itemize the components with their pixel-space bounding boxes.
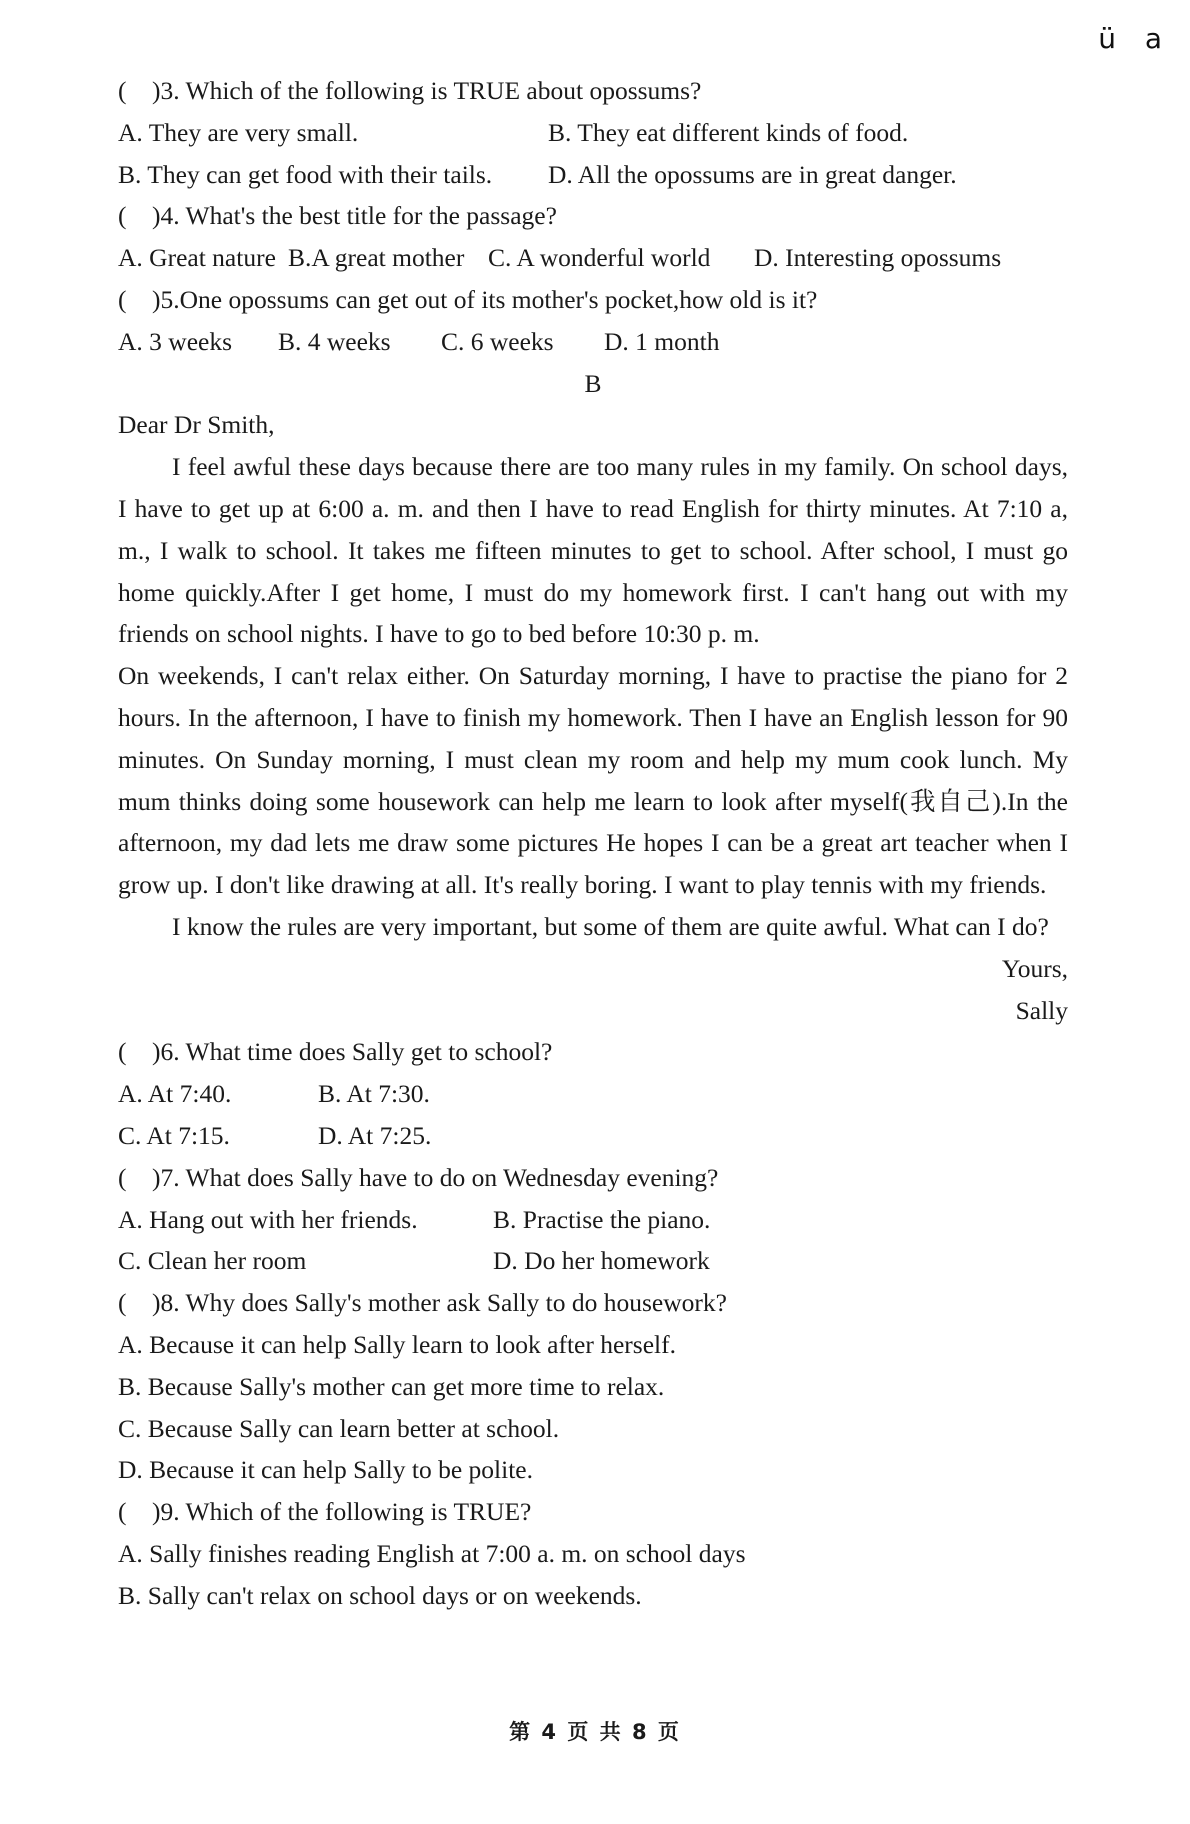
option-9b: B. Sally can't relax on school days or on weekends. — [118, 1580, 642, 1610]
option-7c: C. Clean her room — [118, 1246, 307, 1276]
option-8c: C. Because Sally can learn better at school. — [118, 1413, 560, 1443]
letter-paragraph-3: I know the rules are very important, but some of them are quite awful. What can I do? — [172, 911, 1049, 941]
option-8d: D. Because it can help Sally to be polite. — [118, 1455, 533, 1485]
question-6-options-row2 — [118, 1115, 1068, 1157]
option-3b: B. They eat different kinds of food. — [548, 117, 909, 147]
option-4a: A. Great nature — [118, 243, 276, 273]
option-4d: D. Interesting opossums — [754, 243, 1002, 273]
option-6a: A. At 7:40. — [118, 1079, 232, 1109]
question-6: ( )6. What time does Sally get to school? — [118, 1037, 553, 1067]
question-5: ( )5.One opossums can get out of its mother's pocket,how old is it? — [118, 284, 818, 314]
question-3: ( )3. Which of the following is TRUE about opossums? — [118, 76, 702, 105]
section-b-heading: B — [584, 368, 602, 398]
option-7d: D. Do her homework — [493, 1246, 710, 1276]
option-3c: B. They can get food with their tails. — [118, 159, 493, 189]
question-6-options-row1 — [118, 1073, 1068, 1115]
option-6b: B. At 7:30. — [318, 1079, 430, 1109]
question-3-options-row1 — [118, 112, 1068, 154]
question-7-options-row1 — [118, 1199, 1068, 1241]
letter-signature: Sally — [1015, 995, 1068, 1025]
letter-paragraph-1: I feel awful these days because there are too many rules in my family. On school days, I have to get up at 6:00 a. m. and then I have to read English for thirty minutes. At 7:10 a, m., I walk to school. It takes me fifteen minutes to get to school. After school, I must go home quickly.After I get home, I must do my homework first. I can't hang out with my friends on school nights. I have to go to bed before 10:30 p. m. — [118, 452, 1068, 649]
page-content — [118, 70, 1068, 1616]
question-9: ( )9. Which of the following is TRUE? — [118, 1497, 532, 1527]
option-5c: C. 6 weeks — [441, 326, 554, 356]
question-4-options — [118, 237, 1068, 279]
letter-salutation: Dear Dr Smith, — [118, 410, 275, 440]
option-4b: B.A great mother — [288, 243, 465, 273]
option-3d: D. All the opossums are in great danger. — [548, 159, 957, 189]
question-5-options — [118, 321, 1068, 363]
option-8a: A. Because it can help Sally learn to look after herself. — [118, 1329, 676, 1359]
option-7b: B. Practise the piano. — [493, 1204, 711, 1234]
letter-closing: Yours, — [1001, 953, 1068, 983]
question-8: ( )8. Why does Sally's mother ask Sally to do housework? — [118, 1288, 727, 1318]
option-9a: A. Sally finishes reading English at 7:00 a. m. on school days — [118, 1538, 746, 1568]
option-5a: A. 3 weeks — [118, 326, 233, 356]
question-7: ( )7. What does Sally have to do on Wednesday evening? — [118, 1162, 719, 1192]
option-8b: B. Because Sally's mother can get more time to relax. — [118, 1371, 665, 1401]
question-3-options-row2 — [118, 154, 1068, 196]
option-4c: C. A wonderful world — [488, 243, 711, 273]
question-7-options-row2 — [118, 1240, 1068, 1282]
option-5b: B. 4 weeks — [278, 326, 391, 356]
question-4: ( )4. What's the best title for the passage? — [118, 201, 557, 231]
page-footer: 第 4 页 共 8 页 — [509, 1720, 681, 1744]
option-3a: A. They are very small. — [118, 117, 359, 147]
corner-mark: ü a — [1098, 22, 1172, 55]
option-7a: A. Hang out with her friends. — [118, 1204, 418, 1234]
option-6c: C. At 7:15. — [118, 1120, 230, 1150]
option-5d: D. 1 month — [604, 326, 720, 356]
option-6d: D. At 7:25. — [318, 1120, 432, 1150]
letter-paragraph-2: On weekends, I can't relax either. On Saturday morning, I have to practise the piano for 2 hours. In the afternoon, I have to finish my homework. Then I have an English lesson for 90 minutes. On Sunday morning, I must clean my room and help my mum cook lunch. My mum thinks doing some housework can help me learn to look after myself(我自己).In the afternoon, my dad lets me draw some pictures He hopes I can be a great art teacher when I grow up. I don't like drawing at all. It's really boring. I want to play tennis with my friends. — [118, 661, 1068, 900]
